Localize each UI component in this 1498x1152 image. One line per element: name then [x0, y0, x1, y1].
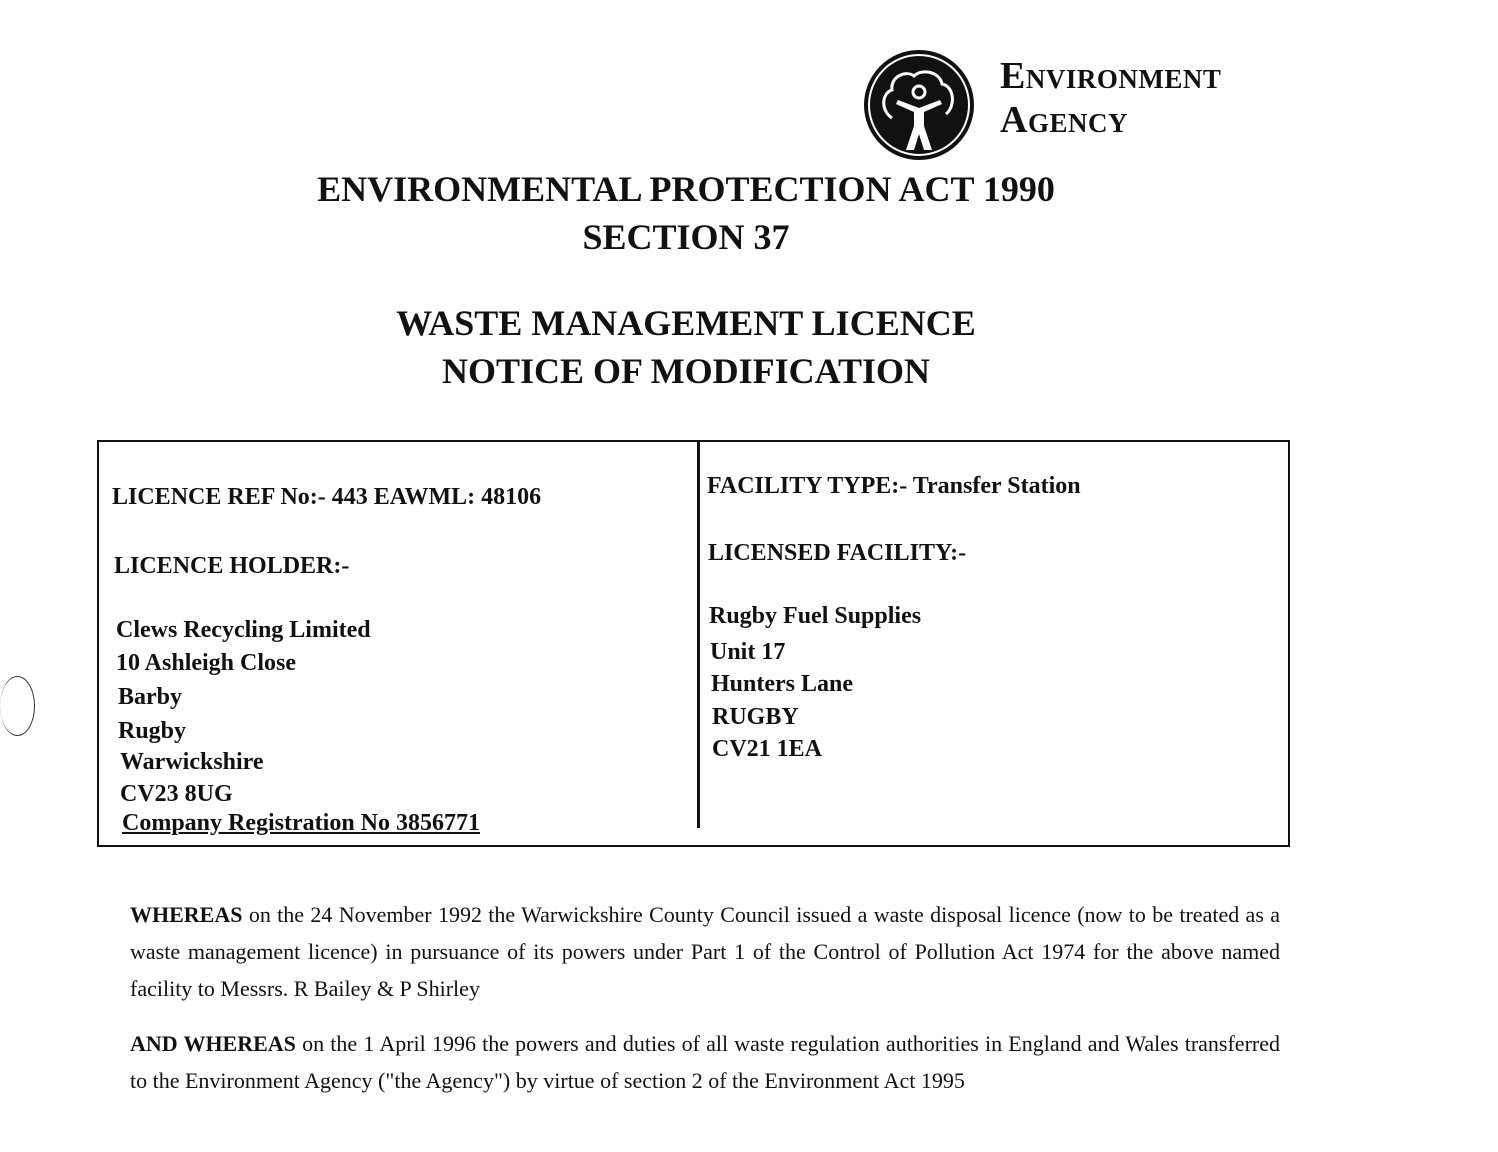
and-whereas-paragraph	[130, 1025, 1280, 1099]
holder-address-line: 10 Ashleigh Close	[116, 650, 297, 676]
holder-address-line: Barby	[118, 684, 183, 710]
facility-address-line: Hunters Lane	[711, 671, 854, 697]
licence-title: WASTE MANAGEMENT LICENCE	[396, 303, 976, 343]
section-title: SECTION 37	[582, 217, 790, 257]
paragraph-text: on the 1 April 1996 the powers and duties of all waste regulation authorities in England and Wales transferred to the Environment Agency ("the Agency") by virtue of section 2 of the Environment Act 1995	[130, 1031, 1280, 1093]
paragraph-text: on the 24 November 1992 the Warwickshire County Council issued a waste disposal licence (now to be treated as a waste management licence) in pursuance of its powers under Part 1 of the Control of Pollution Act 1974 for the above named facility to Messrs. R Bailey & P Shirley	[130, 902, 1280, 1001]
holder-address-line: Rugby	[118, 718, 187, 744]
agency-name-line2: Agency	[1000, 99, 1128, 141]
paragraph-lead: AND WHEREAS	[130, 1031, 296, 1056]
facility-address-line: RUGBY	[712, 704, 799, 730]
holder-address-line: Warwickshire	[120, 749, 264, 775]
holder-address-line: CV23 8UG	[120, 781, 233, 807]
licence-ref: LICENCE REF No:- 443 EAWML: 48106	[112, 484, 542, 510]
facility-address-line: CV21 1EA	[712, 736, 823, 762]
notice-title: NOTICE OF MODIFICATION	[441, 351, 931, 391]
licence-holder-label: LICENCE HOLDER:-	[114, 553, 350, 579]
agency-name-line1: Environment	[1000, 55, 1222, 97]
column-divider	[697, 440, 700, 828]
facility-address-line: Unit 17	[710, 639, 786, 665]
punch-hole-mark	[0, 676, 35, 736]
environment-agency-logo	[862, 48, 976, 162]
licensed-facility-label: LICENSED FACILITY:-	[708, 540, 967, 566]
whereas-paragraph	[130, 896, 1280, 1007]
facility-type: FACILITY TYPE:- Transfer Station	[707, 473, 1081, 499]
paragraph-lead: WHEREAS	[130, 902, 243, 927]
holder-address-line: Clews Recycling Limited	[116, 617, 371, 643]
facility-address-line: Rugby Fuel Supplies	[709, 603, 922, 629]
act-title: ENVIRONMENTAL PROTECTION ACT 1990	[317, 169, 1055, 209]
company-registration: Company Registration No 3856771	[122, 810, 480, 836]
